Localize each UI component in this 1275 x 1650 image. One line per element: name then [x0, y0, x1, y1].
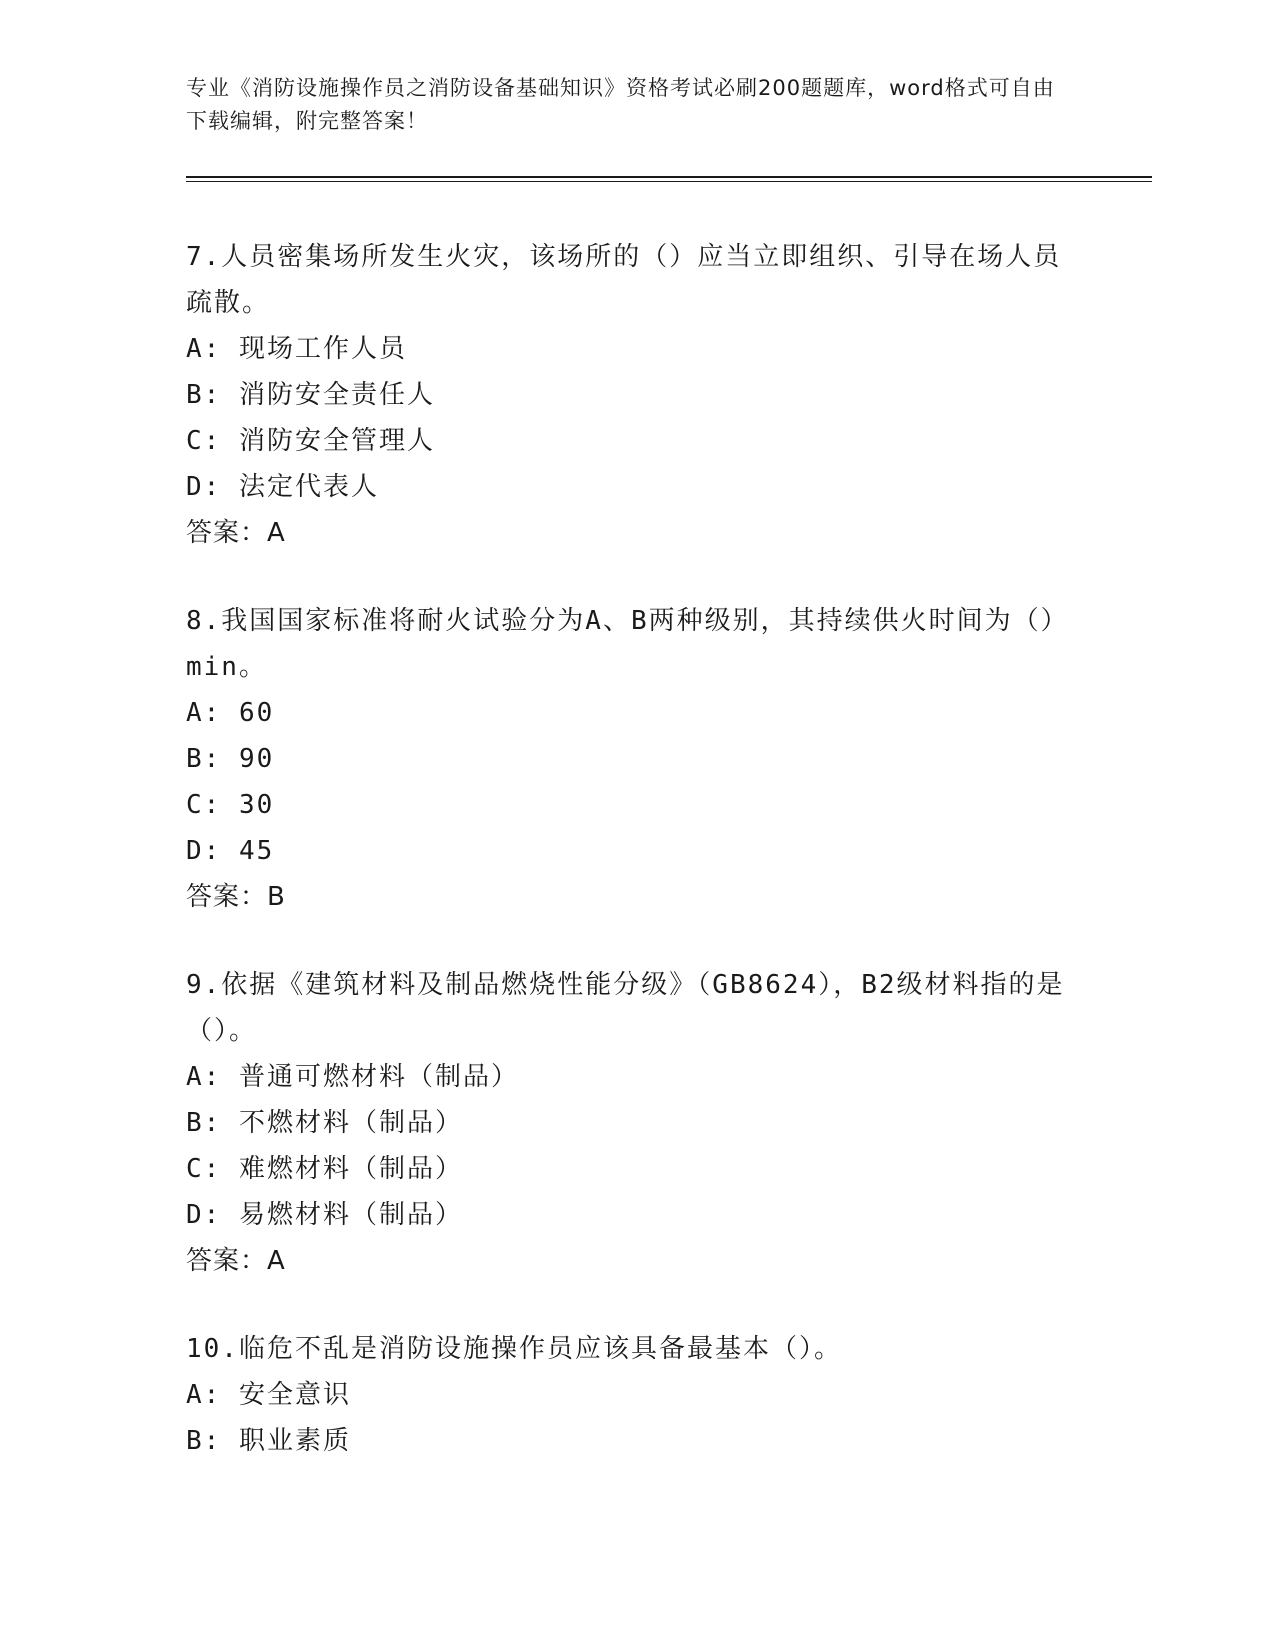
option-b: B: 消防安全责任人: [186, 380, 435, 410]
option-a: A: 安全意识: [186, 1380, 351, 1410]
option-b: B: 职业素质: [186, 1426, 351, 1456]
option-d: D: 法定代表人: [186, 472, 379, 502]
option-c: C: 消防安全管理人: [186, 426, 435, 456]
question-stem: 8.我国国家标准将耐火试验分为A、B两种级别，其持续供火时间为（）min。: [186, 606, 1056, 682]
header-divider-thick: [186, 176, 1152, 178]
question-9: [186, 962, 1066, 1284]
answer-line: 答案：A: [186, 518, 286, 548]
option-b: B: 90: [186, 744, 275, 774]
question-10: [186, 1326, 1066, 1464]
question-stem: 10.临危不乱是消防设施操作员应该具备最基本（）。: [186, 1334, 842, 1364]
question-stem: 9.依据《建筑材料及制品燃烧性能分级》（GB8624），B2级材料指的是（）。: [186, 970, 1065, 1046]
question-stem: 7.人员密集场所发生火灾，该场所的（）应当立即组织、引导在场人员疏散。: [186, 242, 1062, 318]
document-header: 专业《消防设施操作员之消防设备基础知识》资格考试必刷200题题库，word格式可自由下载编辑，附完整答案！: [186, 76, 1055, 133]
option-d: D: 45: [186, 836, 275, 866]
question-8: [186, 598, 1066, 920]
option-b: B: 不燃材料（制品）: [186, 1108, 463, 1138]
option-c: C: 难燃材料（制品）: [186, 1154, 463, 1184]
option-c: C: 30: [186, 790, 275, 820]
option-a: A: 普通可燃材料（制品）: [186, 1062, 519, 1092]
option-d: D: 易燃材料（制品）: [186, 1200, 463, 1230]
option-a: A: 60: [186, 698, 275, 728]
header-divider-thin: [186, 181, 1152, 182]
answer-line: 答案：B: [186, 882, 286, 912]
question-7: [186, 234, 1066, 556]
option-a: A: 现场工作人员: [186, 334, 407, 364]
answer-line: 答案：A: [186, 1246, 286, 1276]
